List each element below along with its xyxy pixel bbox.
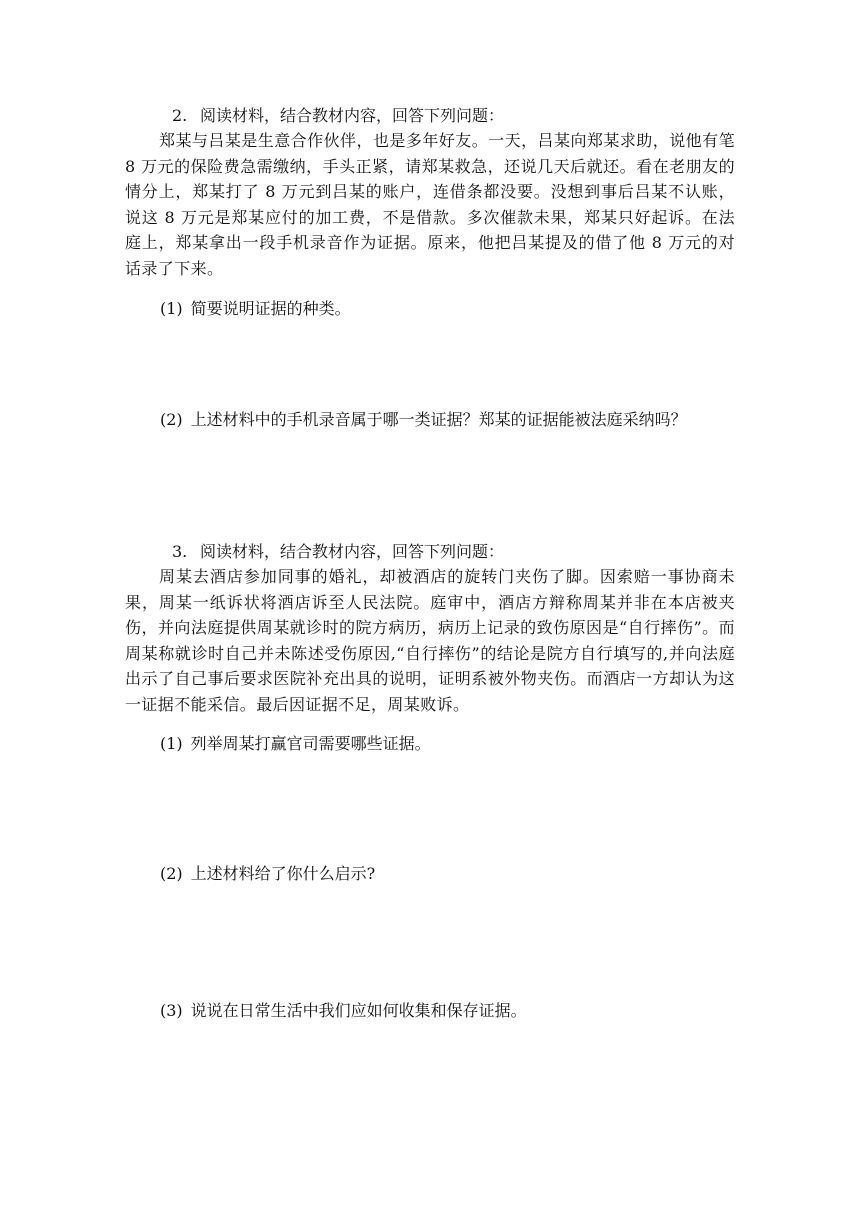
question-3-instruction: 阅读材料，结合教材内容，回答下列问题： — [200, 542, 505, 561]
question-3-material: 周某去酒店参加同事的婚礼，却被酒店的旋转门夹伤了脚。因索赔一事协商未果，周某一纸诉状将酒店诉至人民法院。庭审中，酒店方辩称周某并非在本店被夹伤，并向法庭提供周某就诊时的院方病历，病历上记录的致伤原因是“自行摔伤”。而周某称就诊时自己并未陈述受伤原因,“自行摔伤”的结论是院方自行填写的,并向法庭出示了自己事后要求医院补充出具的说明，证明系被外物夹伤。而酒店一方却认为这一证据不能采信。最后因证据不足，周某败诉。 — [125, 567, 735, 714]
question-3-sub-1-label: (1) — [160, 734, 183, 753]
question-2-sub-2-text: 上述材料中的手机录音属于哪一类证据？郑某的证据能被法庭采纳吗？ — [190, 410, 687, 429]
question-2 — [125, 104, 735, 281]
question-3-sub-3-label: (3) — [160, 1001, 183, 1020]
question-3-sub-3 — [160, 999, 527, 1023]
question-3-number: 3. — [172, 542, 188, 561]
question-3 — [125, 540, 735, 717]
question-3-sub-1 — [160, 732, 431, 756]
question-2-sub-2-label: (2) — [160, 410, 183, 429]
question-2-number: 2. — [172, 106, 188, 125]
question-2-sub-1 — [160, 297, 351, 321]
question-3-sub-2-text: 上述材料给了你什么启示? — [190, 864, 376, 883]
question-3-sub-3-text: 说说在日常生活中我们应如何收集和保存证据。 — [190, 1001, 527, 1020]
question-2-instruction: 阅读材料，结合教材内容，回答下列问题： — [200, 106, 505, 125]
question-2-sub-2 — [160, 408, 687, 432]
question-3-heading — [125, 540, 735, 564]
question-2-material: 郑某与吕某是生意合作伙伴，也是多年好友。一天，吕某向郑某求助，说他有笔 8 万元的保险费急需缴纳，手头正紧，请郑某救急，还说几天后就还。看在老朋友的情分上，郑某打了 8 万元到吕某的账户，连借条都没要。没想到事后吕某不认账，说这 8 万元是郑某应付的加工费，不是借款。多次催款未果，郑某只好起诉。在法庭上，郑某拿出一段手机录音作为证据。原来，他把吕某提及的借了他 8 万元的对话录了下来。 — [125, 131, 735, 278]
question-3-sub-1-text: 列举周某打赢官司需要哪些证据。 — [190, 734, 431, 753]
question-2-sub-1-text: 简要说明证据的种类。 — [190, 299, 351, 318]
question-2-sub-1-label: (1) — [160, 299, 183, 318]
question-2-heading — [125, 104, 735, 128]
question-3-sub-2-label: (2) — [160, 864, 183, 883]
question-3-sub-2 — [160, 862, 375, 886]
